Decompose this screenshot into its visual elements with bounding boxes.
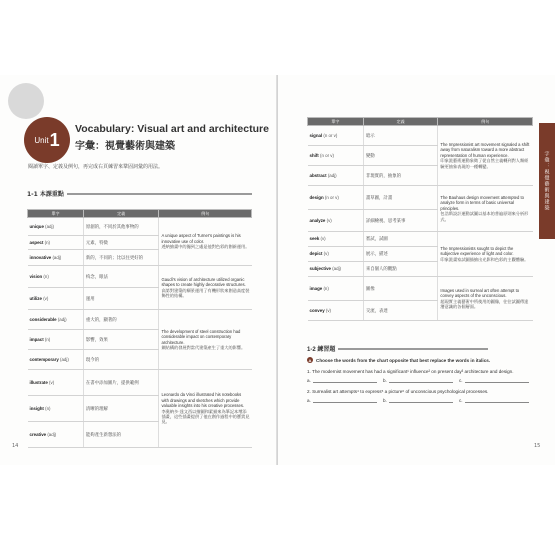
unit-word: Unit [34,135,49,145]
vocab-word: considerable (adj) [28,310,84,330]
header-word: 單字 [308,118,364,126]
vocab-definition: 暗示 [363,126,438,146]
book-spread [0,75,555,465]
instruction-text: Choose the words from the chart opposite that best replace the words in italics. [316,357,491,363]
vocab-example: Images used in surreal art often attempt to convey aspects of the unconscious. 超現實主義藝術中所使用的圖像，往往試圖傳達潛意識的各個層面。 [438,277,533,321]
answer-blank[interactable]: b. [383,398,453,403]
section-divider [338,348,488,350]
unit-title-english: Vocabulary: Visual art and architecture [75,123,269,135]
vocab-word: innovative (adj) [28,250,84,266]
vocab-word: image (n) [308,277,364,301]
vocab-example: The development of steel construction had considerable impact on contemporary architecture. 鋼結構的發展對當代建築產生了重大的影響。 [159,310,252,370]
vocab-word: contemporary (adj) [28,350,84,370]
header-word: 單字 [28,210,84,218]
header-definition: 定義 [363,118,438,126]
vocab-word: subjective (adj) [308,262,364,277]
right-page [278,75,555,465]
vocab-definition: 构念，眼法 [83,266,159,288]
vocab-header-row [308,118,533,126]
header-definition: 定義 [83,210,159,218]
instruction-badge: A [308,357,312,363]
vocab-word: convey (v) [308,301,364,321]
vocab-table-right [307,117,533,321]
vocab-word: analyze (v) [308,210,364,232]
vocab-word: impact (n) [28,330,84,350]
left-page [0,75,277,465]
vocab-word: abstract (adj) [308,166,364,186]
answer-blank[interactable]: b. [383,378,453,383]
vocab-row [308,126,533,146]
vocab-word: seek (v) [308,232,364,247]
answer-blanks-1 [307,378,537,383]
answer-blank[interactable]: c. [459,378,529,383]
section-heading-1-2 [307,344,537,353]
section-heading-1-1 [27,189,252,198]
section-divider [67,193,252,195]
unit-side-tab: 字彙：視覺藝術與建築 [539,123,555,239]
vocab-definition: 變動 [363,146,438,166]
question-text: The modernist movement has had a significant¹ influence² on present day³ architecture and design. [312,369,514,374]
vocab-word: depict (v) [308,247,364,262]
vocab-definition: 能夠產生新想法的 [83,422,159,448]
vocab-definition: 現今的 [83,350,159,370]
vocab-example: Gaudí's vision of architecture utilized organic shapes to create highly decorative structures. 高第對建築的願景運用了有機形狀來創造高度裝飾性的結構。 [159,266,252,310]
vocab-definition: 運用 [83,288,159,310]
answer-blank[interactable]: a. [307,378,377,383]
unit-badge [24,117,70,163]
decorative-circle [8,83,44,119]
vocab-row [28,310,252,330]
vocab-definition: 來自個人的觀點 [363,262,438,277]
question-number: 1. [307,369,311,374]
vocab-word: design (n or v) [308,186,364,210]
page-number-right: 15 [534,443,541,449]
answer-blank[interactable]: a. [307,398,377,403]
vocab-word: creative (adj) [28,422,84,448]
vocab-example: The Impressionist art movement signaled a shift away from naturalism toward a more abstract representation of human experience. 印象派藝術運動象徵了從自然主義轉到對人類經驗更抽象表現的一種轉變。 [438,126,533,186]
vocab-example: The Bauhaus design movement attempted to analyze form in terms of basic universal principles. 包浩斯設計運動試圖以基本的普遍原則來分析形式。 [438,186,533,232]
exercise-instruction [307,357,537,363]
vocab-row [28,370,252,396]
vocab-definition: 重大的，顯著的 [83,310,159,330]
vocab-word: vision (n) [28,266,84,288]
vocab-definition: 清晰的理解 [83,396,159,422]
vocab-definition: 在書中添加圖片，提供範例 [83,370,159,396]
vocab-definition: 詳細檢視、思考某事 [363,210,438,232]
vocab-word: aspect (n) [28,236,84,250]
vocab-word: utilize (v) [28,288,84,310]
vocab-header-row [28,210,252,218]
vocab-definition: 圖像 [363,277,438,301]
question-text: Surrealist art attempts⁴ to express⁵ a picture⁶ of unconscious psychological processes. [312,389,489,394]
answer-blanks-2 [307,398,537,403]
vocab-definition: 嘗試，試圖 [363,232,438,247]
vocab-word: illustrate (v) [28,370,84,396]
header-example: 例句 [159,210,252,218]
header-example: 例句 [438,118,533,126]
vocab-definition: 交流，表達 [363,301,438,321]
question-1 [307,369,537,375]
intro-text: 閱讀單字、定義及例句，再完成右頁練習來鞏固詞彙的用法。 [28,164,164,170]
section-label: 1-2 練習題 [307,347,336,353]
unit-number: 1 [49,129,60,150]
question-2 [307,389,537,395]
vocab-example: Leonardo da Vinci illustrated his notebooks with drawings and sketches which provide valuable insights into his creative processes. 李奧納多·達文西以繪圖和素描來為筆記本增添插畫，這些插畫提供了他在創作過程中的寶貴見見。 [159,370,252,448]
vocab-word: unique (adj) [28,218,84,236]
section-label: 1-1 本課重點 [27,191,64,198]
vocab-definition: 畫草圖，計畫 [363,186,438,210]
vocab-word: insight (n) [28,396,84,422]
vocab-word: signal (n or v) [308,126,364,146]
unit-title-chinese: 字彙：視覺藝術與建築 [75,141,175,152]
vocab-row [308,232,533,247]
vocab-definition: 展示，描述 [363,247,438,262]
vocab-row [308,186,533,210]
vocab-definition: 影響，效果 [83,330,159,350]
vocab-example: The Impressionists sought to depict the subjective experience of light and color. 印象派畫家試圖描繪出光影和色彩的主觀體驗。 [438,232,533,277]
vocab-example: A unique aspect of Turner's paintings is his innovative use of color. 透納繪畫中的獨到之處是他對色彩的創新運用。 [159,218,252,266]
vocab-table-left [27,209,252,448]
vocab-definition: 原創的，不同於其他事物的 [83,218,159,236]
vocab-definition: 新的，不同的；比以往更好的 [83,250,159,266]
vocab-row [28,266,252,288]
vocab-row [28,218,252,236]
exercise-section [307,344,537,403]
answer-blank[interactable]: c. [459,398,529,403]
vocab-word: shift (n or v) [308,146,364,166]
question-number: 2. [307,389,311,394]
vocab-definition: 非現實的，抽象的 [363,166,438,186]
vocab-row [308,277,533,301]
page-number-left: 14 [12,443,19,449]
vocab-definition: 元素，特徵 [83,236,159,250]
